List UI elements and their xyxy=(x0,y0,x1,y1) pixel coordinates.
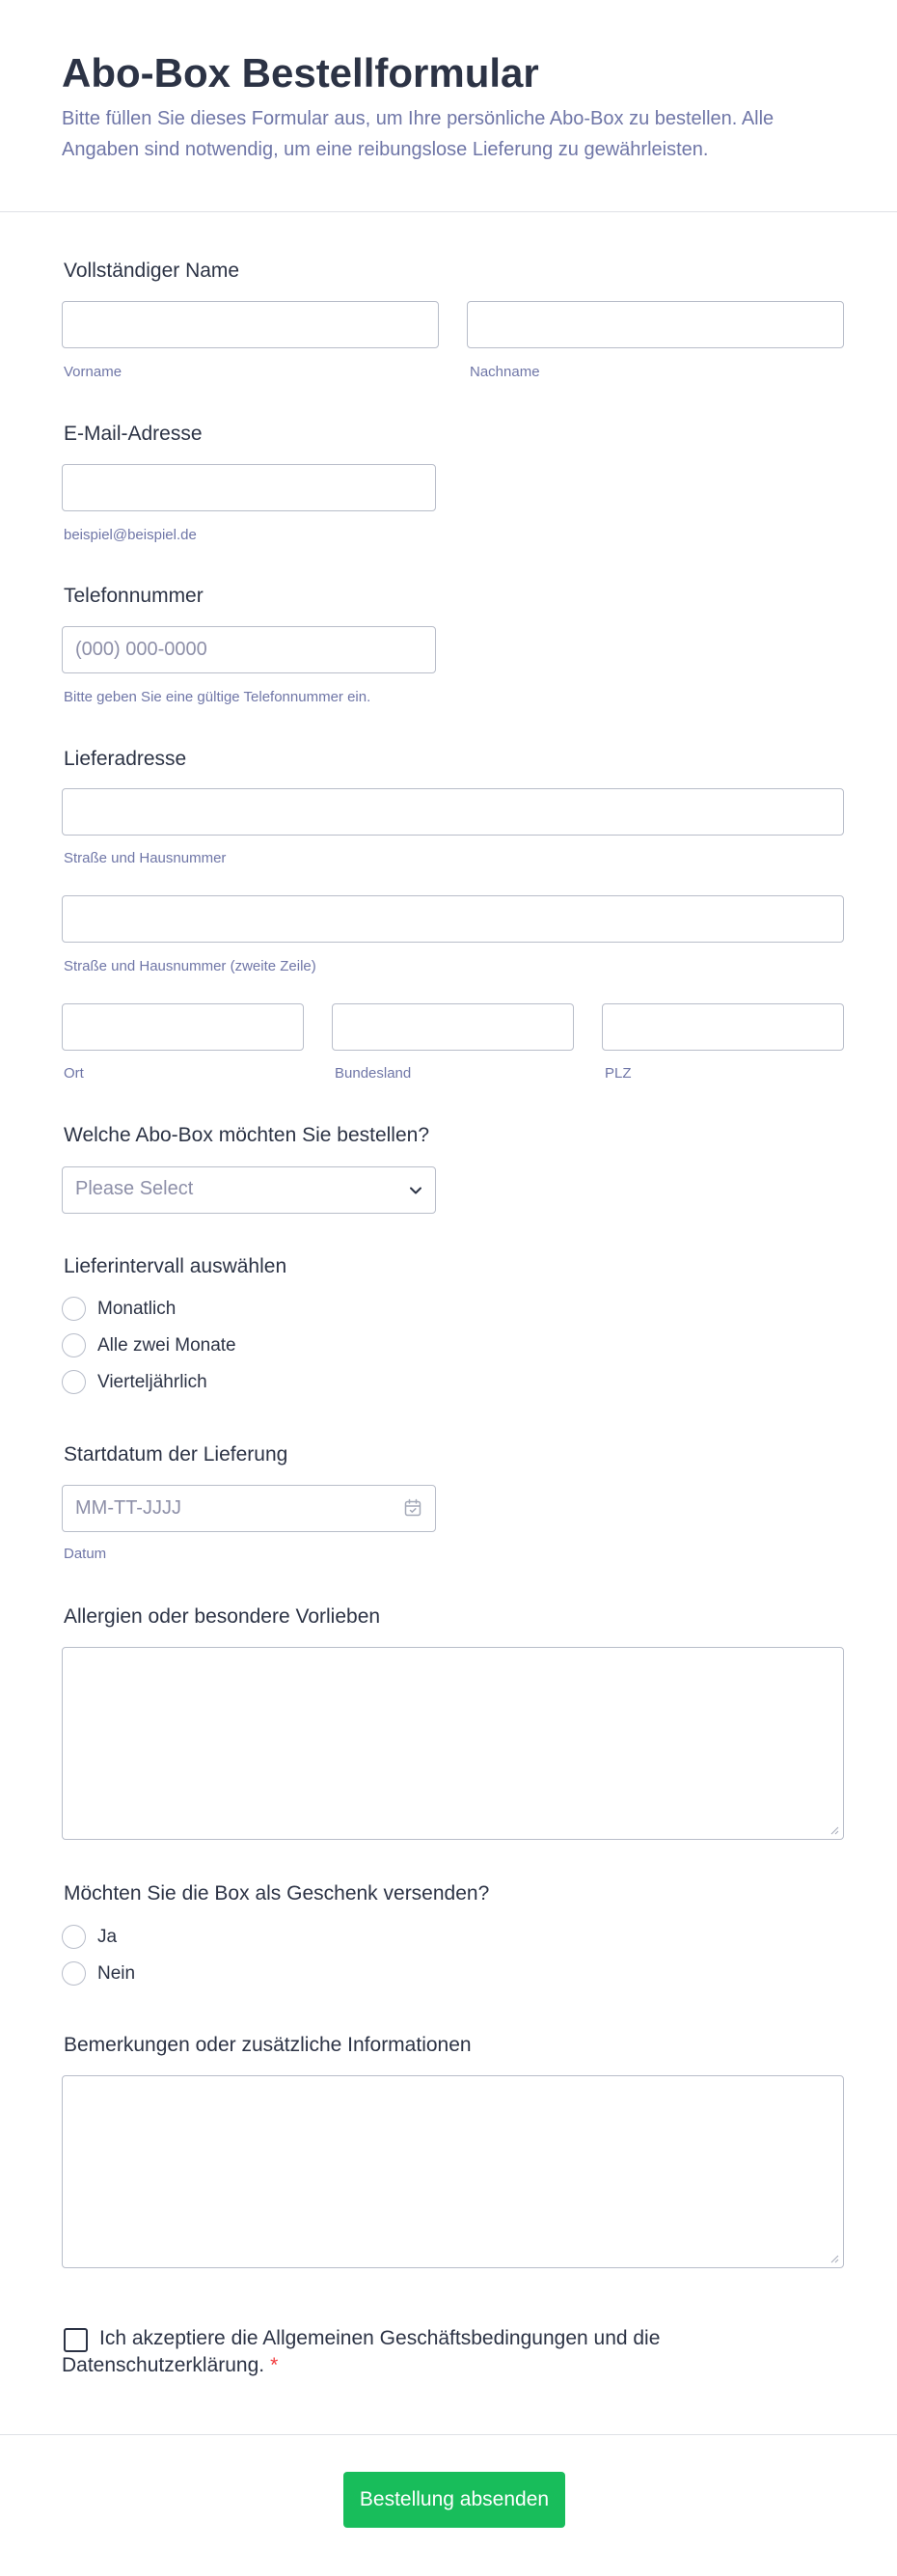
date-sublabel: Datum xyxy=(64,1546,107,1562)
terms-label xyxy=(62,2325,824,2379)
zip-sublabel: PLZ xyxy=(605,1065,632,1082)
radio-label: Vierteljährlich xyxy=(97,1372,207,1392)
radio-label: Nein xyxy=(97,1963,136,1984)
radio-label: Ja xyxy=(97,1927,118,1947)
radio-button[interactable] xyxy=(62,1925,86,1949)
interval-label: Lieferintervall auswählen xyxy=(64,1255,287,1277)
remarks-textarea[interactable] xyxy=(62,2075,844,2268)
city-sublabel: Ort xyxy=(64,1065,84,1082)
radio-label: Monatlich xyxy=(97,1299,177,1319)
phone-label: Telefonnummer xyxy=(64,585,204,607)
required-mark: * xyxy=(270,2354,279,2376)
phone-sublabel: Bitte geben Sie eine gültige Telefonnummer ein. xyxy=(64,689,371,705)
terms-text: Ich akzeptiere die Allgemeinen Geschäftsbedingungen und die Datenschutzerklärung. xyxy=(62,2327,661,2376)
street-sublabel: Straße und Hausnummer xyxy=(64,850,227,866)
street2-input[interactable] xyxy=(62,895,844,943)
radio-label: Alle zwei Monate xyxy=(97,1335,236,1356)
full-name-label: Vollständiger Name xyxy=(64,260,240,282)
box-label: Welche Abo-Box möchten Sie bestellen? xyxy=(64,1124,430,1146)
allergies-textarea[interactable] xyxy=(62,1647,844,1840)
email-input[interactable] xyxy=(62,464,436,511)
calendar-icon[interactable] xyxy=(403,1498,422,1518)
form-subtitle: Bitte füllen Sie dieses Formular aus, um Ihre persönliche Abo-Box zu bestellen. Alle Angaben sind notwendig, um eine reibungslose Lieferung zu gewährleisten. xyxy=(62,108,775,160)
email-sublabel: beispiel@beispiel.de xyxy=(64,527,197,543)
box-select[interactable] xyxy=(62,1166,436,1214)
radio-button[interactable] xyxy=(62,1333,86,1357)
last-name-input[interactable] xyxy=(467,301,844,348)
date-input[interactable] xyxy=(62,1485,436,1532)
allergies-label: Allergien oder besondere Vorlieben xyxy=(64,1605,381,1628)
resize-handle-icon[interactable] xyxy=(829,1825,839,1835)
address-label: Lieferadresse xyxy=(64,748,187,770)
street2-sublabel: Straße und Hausnummer (zweite Zeile) xyxy=(64,958,316,974)
start-date-label: Startdatum der Lieferung xyxy=(64,1443,288,1466)
first-name-sublabel: Vorname xyxy=(64,364,122,380)
form-header xyxy=(0,0,897,212)
footer-divider xyxy=(0,2434,897,2435)
remarks-label: Bemerkungen oder zusätzliche Informationen xyxy=(64,2034,472,2056)
first-name-input[interactable] xyxy=(62,301,439,348)
chevron-down-icon xyxy=(406,1181,425,1200)
date-field[interactable] xyxy=(62,1485,436,1532)
submit-button[interactable]: Bestellung absenden xyxy=(343,2472,565,2528)
city-input[interactable] xyxy=(62,1003,304,1051)
state-input[interactable] xyxy=(332,1003,574,1051)
zip-input[interactable] xyxy=(602,1003,844,1051)
radio-button[interactable] xyxy=(62,1370,86,1394)
street-input[interactable] xyxy=(62,788,844,836)
form-title: Abo-Box Bestellformular xyxy=(62,50,539,96)
box-select-value: Please Select xyxy=(75,1178,194,1199)
state-sublabel: Bundesland xyxy=(335,1065,412,1082)
radio-button[interactable] xyxy=(62,1961,86,1986)
phone-input[interactable] xyxy=(62,626,436,673)
last-name-sublabel: Nachname xyxy=(470,364,540,380)
resize-handle-icon[interactable] xyxy=(829,2254,839,2263)
gift-label: Möchten Sie die Box als Geschenk versenden? xyxy=(64,1882,490,1905)
email-label: E-Mail-Adresse xyxy=(64,423,203,445)
radio-button[interactable] xyxy=(62,1297,86,1321)
